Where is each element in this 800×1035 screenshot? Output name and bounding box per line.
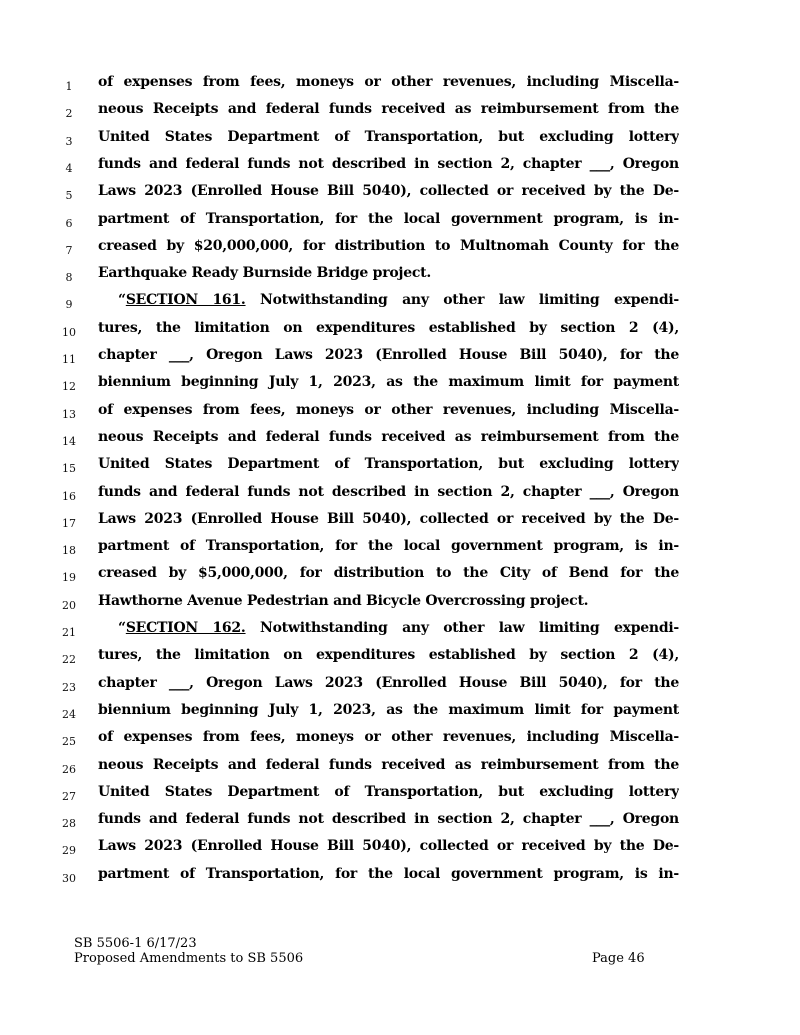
line-number: 17 <box>62 516 76 530</box>
line-text: neous Receipts and federal funds received as reimbursement from the <box>98 756 679 773</box>
line-number: 11 <box>62 353 76 366</box>
text-line <box>0 729 800 756</box>
line-number: 1 <box>65 80 73 93</box>
text-line <box>0 347 800 374</box>
text-line <box>0 374 800 401</box>
line-text: partment of Transportation, for the local government program, is in- <box>98 210 679 227</box>
opening-quote: “ <box>118 620 126 636</box>
line-number: 30 <box>62 871 76 885</box>
line-text: creased by $5,000,000, for distribution to the City of Bend for the <box>98 565 679 582</box>
line-text: of expenses from fees, moneys or other revenues, including Miscella- <box>98 74 679 90</box>
line-number: 22 <box>62 653 76 667</box>
line-text: United States Department of Transportation, but excluding lottery <box>98 783 679 800</box>
text-line <box>0 565 800 592</box>
text-line <box>0 129 800 156</box>
line-text: neous Receipts and federal funds received as reimbursement from the <box>98 101 679 118</box>
text-line <box>0 74 800 101</box>
text-line <box>0 456 800 483</box>
line-text: chapter ___, Oregon Laws 2023 (Enrolled House Bill 5040), for the <box>98 674 679 691</box>
line-text: of expenses from fees, moneys or other revenues, including Miscella- <box>98 401 679 418</box>
text-line <box>0 647 800 674</box>
line-number: 26 <box>62 762 76 776</box>
line-number: 18 <box>62 544 76 558</box>
text-line <box>0 183 800 210</box>
line-number: 16 <box>62 489 76 503</box>
line-text: Hawthorne Avenue Pedestrian and Bicycle Overcrossing project. <box>98 592 589 609</box>
line-number: 5 <box>65 189 73 203</box>
line-number: 8 <box>65 271 73 285</box>
line-number: 7 <box>65 243 73 257</box>
line-number: 19 <box>62 571 76 585</box>
line-text: funds and federal funds not described in section 2, chapter ___, Oregon <box>98 483 679 500</box>
line-text: biennium beginning July 1, 2023, as the maximum limit for payment <box>98 374 679 391</box>
line-number: 24 <box>62 707 76 721</box>
line-number: 21 <box>62 626 76 639</box>
text-line <box>0 620 800 647</box>
line-text: tures, the limitation on expenditures established by section 2 (4), <box>98 647 679 664</box>
text-line <box>0 211 800 238</box>
line-number: 15 <box>62 462 76 476</box>
text-line <box>0 101 800 128</box>
text-line <box>0 484 800 511</box>
line-number: 27 <box>62 789 76 803</box>
line-number: 28 <box>62 817 76 831</box>
line-number: 10 <box>62 325 76 339</box>
line-number: 23 <box>62 680 76 694</box>
line-number: 29 <box>62 844 76 858</box>
text-line <box>0 784 800 811</box>
text-line <box>0 593 800 620</box>
line-number: 14 <box>62 434 76 448</box>
line-text: funds and federal funds not described in section 2, chapter ___, Oregon <box>98 811 679 828</box>
line-text: biennium beginning July 1, 2023, as the maximum limit for payment <box>98 701 679 718</box>
text-line <box>0 238 800 265</box>
footer-document-id: SB 5506-1 6/17/23 <box>74 936 197 951</box>
line-number: 20 <box>62 598 76 612</box>
line-number: 4 <box>65 161 73 175</box>
line-text: Earthquake Ready Burnside Bridge project. <box>98 265 432 282</box>
line-text: Laws 2023 (Enrolled House Bill 5040), collected or received by the De- <box>98 838 679 855</box>
line-text: United States Department of Transportation, but excluding lottery <box>98 456 679 473</box>
line-text: United States Department of Transportation, but excluding lottery <box>98 128 679 145</box>
text-line <box>0 675 800 702</box>
line-text: tures, the limitation on expenditures established by section 2 (4), <box>98 319 679 336</box>
line-text: partment of Transportation, for the local government program, is in- <box>98 538 679 555</box>
text-line <box>0 265 800 292</box>
text-line <box>0 511 800 538</box>
line-text: funds and federal funds not described in section 2, chapter ___, Oregon <box>98 155 679 172</box>
opening-quote: “ <box>118 292 126 309</box>
line-text <box>118 620 679 636</box>
line-text <box>118 292 679 308</box>
text-line <box>0 757 800 784</box>
line-number: 12 <box>62 380 76 394</box>
text-line <box>0 538 800 565</box>
text-line <box>0 292 800 319</box>
line-number: 6 <box>65 216 73 230</box>
text-line <box>0 866 800 893</box>
text-line <box>0 429 800 456</box>
text-line <box>0 156 800 183</box>
section-heading: SECTION 162. <box>125 620 246 636</box>
text-line <box>0 838 800 865</box>
text-line <box>0 811 800 838</box>
line-number: 25 <box>62 735 76 749</box>
text-line <box>0 320 800 347</box>
line-text: creased by $20,000,000, for distribution to Multnomah County for the <box>98 237 679 254</box>
section-text: Notwithstanding any other law limiting expendi- <box>245 620 679 636</box>
line-number: 2 <box>65 107 73 121</box>
line-number: 9 <box>65 298 73 312</box>
line-text: neous Receipts and federal funds received as reimbursement from the <box>98 428 679 445</box>
line-text: chapter ___, Oregon Laws 2023 (Enrolled House Bill 5040), for the <box>98 347 679 363</box>
line-text: Laws 2023 (Enrolled House Bill 5040), collected or received by the De- <box>98 510 679 527</box>
page-footer <box>74 936 674 966</box>
text-line <box>0 702 800 729</box>
line-number: 3 <box>65 134 73 148</box>
section-heading: SECTION 161. <box>125 292 246 309</box>
line-text: of expenses from fees, moneys or other revenues, including Miscella- <box>98 729 679 746</box>
footer-document-title: Proposed Amendments to SB 5506 <box>74 951 304 966</box>
line-text: partment of Transportation, for the local government program, is in- <box>98 865 679 882</box>
text-line <box>0 402 800 429</box>
line-number: 13 <box>62 407 76 421</box>
line-text: Laws 2023 (Enrolled House Bill 5040), collected or received by the De- <box>98 183 679 200</box>
section-text: Notwithstanding any other law limiting expendi- <box>245 292 679 309</box>
footer-page-number: Page 46 <box>592 951 645 966</box>
